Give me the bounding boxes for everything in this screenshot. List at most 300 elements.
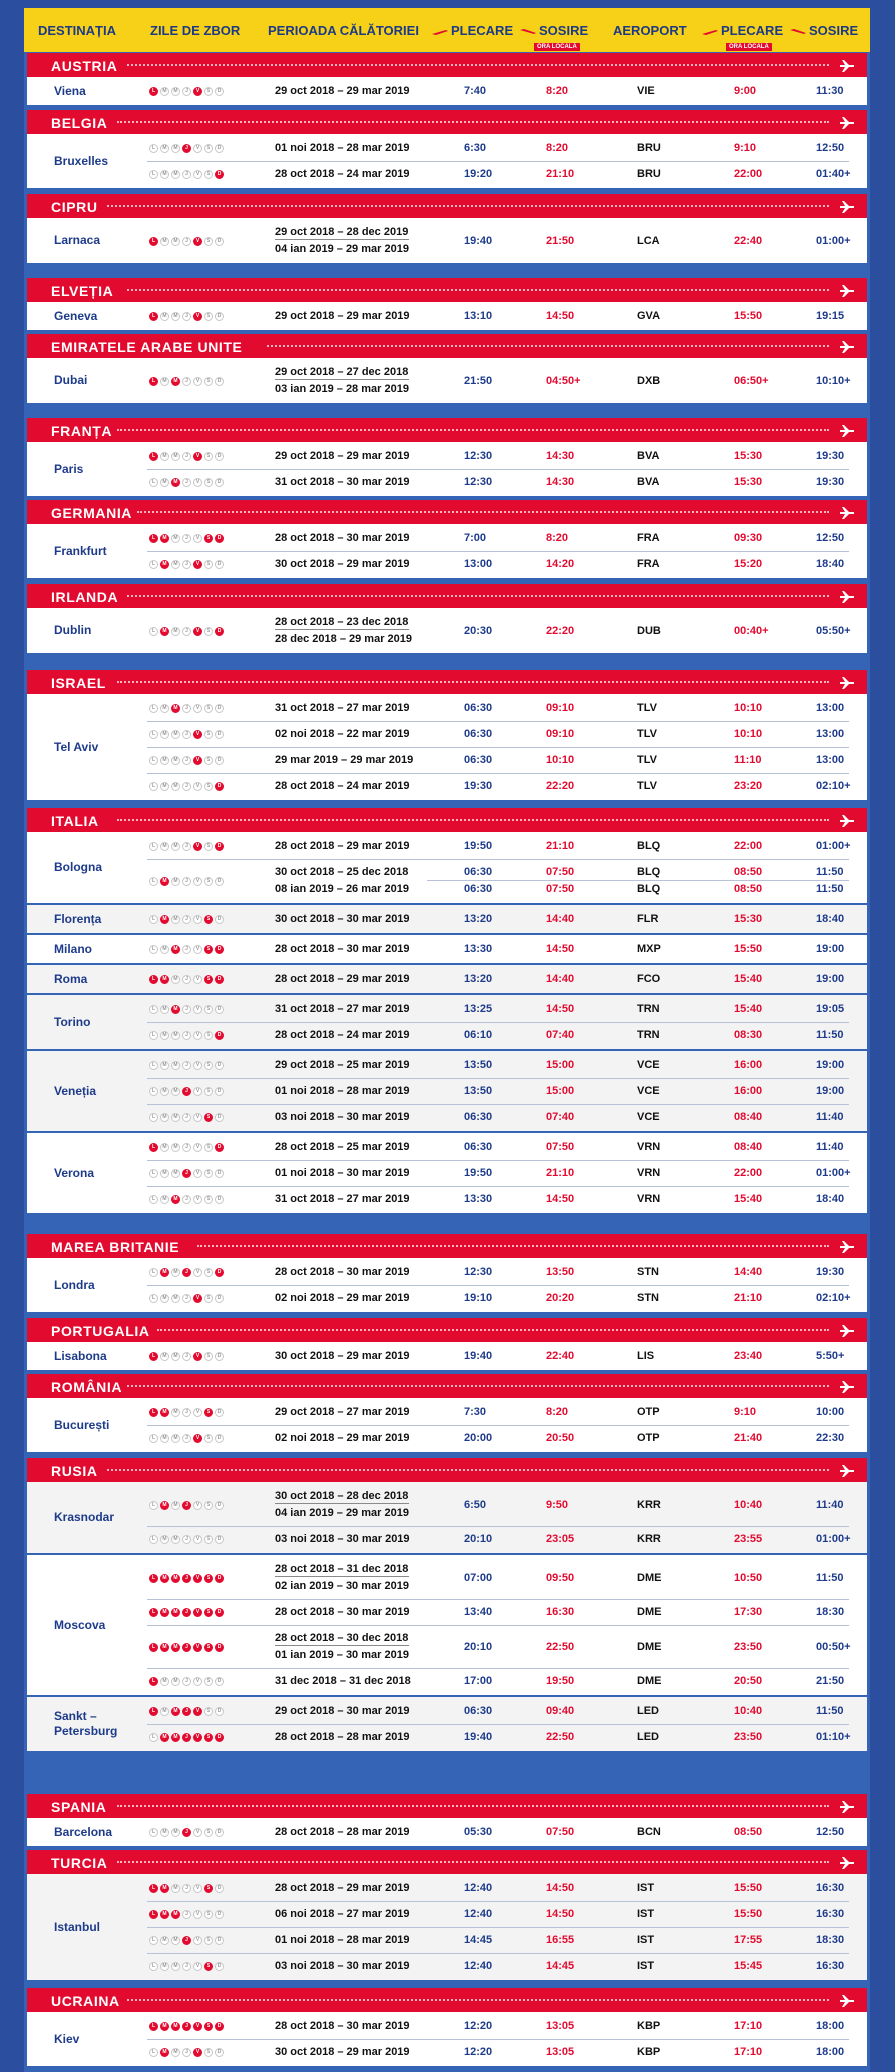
day-dot: M xyxy=(160,1574,169,1583)
arrival-time: 8:20 xyxy=(546,85,569,97)
day-dot: J xyxy=(182,237,191,246)
day-dot: J xyxy=(182,1828,191,1837)
table-row xyxy=(27,1954,867,1980)
row-separator xyxy=(427,880,849,881)
table-row xyxy=(27,552,867,578)
table-row xyxy=(27,136,867,162)
dotted-line xyxy=(127,64,829,66)
flight-days xyxy=(149,1733,224,1743)
return-arrival-time: 21:50 xyxy=(816,1675,845,1687)
day-dot: S xyxy=(204,1535,213,1544)
travel-period: 31 oct 2018 – 27 mar 2019 xyxy=(275,1193,410,1205)
return-arrival-time: 19:05 xyxy=(816,1003,845,1015)
day-dot: J xyxy=(182,1677,191,1686)
table-row xyxy=(27,444,867,470)
airplane-icon xyxy=(839,590,855,602)
day-dot: M xyxy=(160,877,169,886)
landing-icon xyxy=(790,29,806,35)
day-dot: M xyxy=(171,377,180,386)
travel-period: 28 dec 2018 – 29 mar 2019 xyxy=(275,633,413,645)
flight-days xyxy=(149,534,224,544)
day-dot: M xyxy=(171,1352,180,1361)
day-dot: S xyxy=(204,1501,213,1510)
period-separator xyxy=(275,379,409,380)
city-block xyxy=(27,694,867,802)
day-dot: M xyxy=(160,1828,169,1837)
day-dot: L xyxy=(149,1113,158,1122)
day-dot: D xyxy=(215,1061,224,1070)
day-dot: V xyxy=(193,1733,202,1742)
day-dot: J xyxy=(182,1087,191,1096)
day-dot: S xyxy=(204,1733,213,1742)
arrival-time: 10:10 xyxy=(546,754,575,766)
day-dot: S xyxy=(204,1936,213,1945)
day-dot: D xyxy=(215,1936,224,1945)
day-dot: V xyxy=(193,782,202,791)
country-name: ROMÂNIA xyxy=(51,1379,123,1395)
arrival-time: 14:50 xyxy=(546,1003,575,1015)
day-dot: D xyxy=(215,1574,224,1583)
day-dot: D xyxy=(215,627,224,636)
airport-code: TLV xyxy=(637,728,657,740)
airport-code: BVA xyxy=(637,476,660,488)
travel-period: 28 oct 2018 – 29 mar 2019 xyxy=(275,1882,410,1894)
arrival-time: 20:20 xyxy=(546,1292,575,1304)
city-name: Milano xyxy=(54,942,92,956)
country-name: TURCIA xyxy=(51,1855,108,1871)
return-arrival-time: 11:50 xyxy=(816,883,844,895)
flight-days xyxy=(149,842,224,852)
header-airport: AEROPORT xyxy=(613,23,687,38)
day-dot: M xyxy=(160,756,169,765)
day-dot: M xyxy=(171,1936,180,1945)
city-name: Bruxelles xyxy=(54,154,109,168)
airplane-icon xyxy=(839,284,855,296)
day-dot: V xyxy=(193,1408,202,1417)
airplane-icon xyxy=(839,1464,855,1476)
country-bar xyxy=(27,1234,867,1258)
city-name: Lisabona xyxy=(54,1349,107,1363)
day-dot: V xyxy=(193,1087,202,1096)
departure-time: 12:40 xyxy=(464,1960,493,1972)
day-dot: J xyxy=(182,1408,191,1417)
flight-days xyxy=(149,2048,224,2058)
table-row xyxy=(27,360,867,403)
departure-time: 17:00 xyxy=(464,1675,493,1687)
departure-time: 19:40 xyxy=(464,1350,493,1362)
arrival-time: 8:20 xyxy=(546,532,569,544)
city-block xyxy=(27,302,867,332)
arrival-time: 09:50 xyxy=(546,1571,575,1584)
day-dot: D xyxy=(215,1352,224,1361)
table-row xyxy=(27,748,867,774)
departure-time: 06:30 xyxy=(464,754,493,766)
day-dot: M xyxy=(171,1707,180,1716)
day-dot: M xyxy=(160,1535,169,1544)
day-dot: M xyxy=(171,2048,180,2057)
travel-period: 30 oct 2018 – 29 mar 2019 xyxy=(275,2046,410,2058)
airport-code: BLQ xyxy=(637,866,661,878)
travel-period: 06 noi 2018 – 27 mar 2019 xyxy=(275,1908,410,1920)
return-arrival-time: 11:50 xyxy=(816,1571,844,1584)
departure-time: 06:30 xyxy=(464,702,493,714)
day-dot: D xyxy=(215,2022,224,2031)
departure-time: 21:50 xyxy=(464,374,493,387)
table-row xyxy=(27,1902,867,1928)
day-dot: J xyxy=(182,730,191,739)
return-arrival-time: 01:00+ xyxy=(816,840,851,852)
airport-code: KBP xyxy=(637,2046,661,2058)
table-row xyxy=(27,470,867,496)
day-dot: J xyxy=(182,1352,191,1361)
departure-time: 12:20 xyxy=(464,2046,493,2058)
period-separator xyxy=(275,629,409,630)
day-dot: J xyxy=(182,1643,191,1652)
airplane-icon xyxy=(839,200,855,212)
day-dot: V xyxy=(193,478,202,487)
return-departure-time: 14:40 xyxy=(734,1266,763,1278)
arrival-time: 22:40 xyxy=(546,1350,575,1362)
airplane-icon xyxy=(839,424,855,436)
dotted-line xyxy=(127,1999,829,2001)
flight-days xyxy=(149,1535,224,1545)
departure-time: 19:50 xyxy=(464,1167,493,1179)
return-departure-time: 15:50 xyxy=(734,1908,763,1920)
country-name: PORTUGALIA xyxy=(51,1323,150,1339)
country-bar xyxy=(27,808,867,832)
day-dot: V xyxy=(193,1352,202,1361)
day-dot: M xyxy=(160,1408,169,1417)
day-dot: S xyxy=(204,704,213,713)
arrival-time: 14:50 xyxy=(546,310,575,322)
day-dot: M xyxy=(171,452,180,461)
day-dot: V xyxy=(193,1294,202,1303)
departure-time: 12:20 xyxy=(464,2020,493,2032)
arrival-time: 04:50+ xyxy=(546,374,581,387)
flight-days xyxy=(149,1434,224,1444)
day-dot: M xyxy=(160,1352,169,1361)
flight-days xyxy=(149,1268,224,1278)
airport-code: MXP xyxy=(637,943,661,955)
flight-days xyxy=(149,877,224,887)
table-row xyxy=(27,860,867,903)
day-dot: V xyxy=(193,1195,202,1204)
flight-days xyxy=(149,170,224,180)
day-dot: V xyxy=(193,945,202,954)
departure-time: 07:00 xyxy=(464,1571,493,1584)
day-dot: M xyxy=(171,756,180,765)
return-arrival-time: 19:15 xyxy=(816,310,845,322)
day-dot: V xyxy=(193,915,202,924)
day-dot: M xyxy=(171,975,180,984)
table-row xyxy=(27,997,867,1023)
day-dot: J xyxy=(182,1884,191,1893)
departure-time: 06:30 xyxy=(464,728,493,740)
flight-days xyxy=(149,1087,224,1097)
country-name: AUSTRIA xyxy=(51,58,118,74)
travel-period: 02 noi 2018 – 22 mar 2019 xyxy=(275,728,410,740)
day-dot: M xyxy=(171,1031,180,1040)
day-dot: V xyxy=(193,87,202,96)
arrival-time: 13:05 xyxy=(546,2046,575,2058)
airport-code: BLQ xyxy=(637,840,661,852)
travel-period: 28 oct 2018 – 30 mar 2019 xyxy=(275,2020,410,2032)
return-departure-time: 08:40 xyxy=(734,1141,763,1153)
flight-days xyxy=(149,945,224,955)
city-name: Geneva xyxy=(54,309,98,323)
return-arrival-time: 01:40+ xyxy=(816,168,851,180)
day-dot: S xyxy=(204,1294,213,1303)
day-dot: M xyxy=(160,377,169,386)
departure-time: 14:45 xyxy=(464,1934,493,1946)
day-dot: L xyxy=(149,1962,158,1971)
day-dot: D xyxy=(215,1884,224,1893)
table-row xyxy=(27,304,867,330)
day-dot: S xyxy=(204,627,213,636)
day-dot: M xyxy=(171,877,180,886)
airport-code: IST xyxy=(637,1882,655,1894)
airport-code: TLV xyxy=(637,780,657,792)
return-arrival-time: 13:00 xyxy=(816,728,845,740)
day-dot: S xyxy=(204,975,213,984)
return-arrival-time: 19:00 xyxy=(816,1085,845,1097)
day-dot: L xyxy=(149,1005,158,1014)
travel-period: 28 oct 2018 – 30 dec 2018 xyxy=(275,1632,409,1644)
flight-days xyxy=(149,1195,224,1205)
day-dot: D xyxy=(215,1535,224,1544)
city-name: Tel Aviv xyxy=(54,740,99,754)
day-dot: V xyxy=(193,1884,202,1893)
day-dot: M xyxy=(160,945,169,954)
table-row xyxy=(27,722,867,748)
flight-days xyxy=(149,1677,224,1687)
country-name: ISRAEL xyxy=(51,675,106,691)
country-bar xyxy=(27,500,867,524)
return-arrival-time: 05:50+ xyxy=(816,624,851,637)
day-dot: L xyxy=(149,945,158,954)
country-bar xyxy=(27,670,867,694)
city-block xyxy=(27,1342,867,1372)
day-dot: V xyxy=(193,2048,202,2057)
period-separator xyxy=(275,1503,409,1504)
return-departure-time: 17:30 xyxy=(734,1606,763,1618)
travel-period: 30 oct 2018 – 25 dec 2018 xyxy=(275,866,409,878)
flight-days xyxy=(149,1707,224,1717)
day-dot: S xyxy=(204,842,213,851)
arrival-time: 14:30 xyxy=(546,450,575,462)
day-dot: S xyxy=(204,782,213,791)
table-row xyxy=(27,1105,867,1131)
country-name: ELVEȚIA xyxy=(51,283,114,299)
day-dot: J xyxy=(182,170,191,179)
arrival-time: 21:50 xyxy=(546,234,575,247)
departure-time: 19:40 xyxy=(464,234,493,247)
day-dot: M xyxy=(160,1061,169,1070)
day-dot: V xyxy=(193,1268,202,1277)
travel-period: 29 oct 2018 – 29 mar 2019 xyxy=(275,450,410,462)
day-dot: M xyxy=(160,915,169,924)
day-dot: S xyxy=(204,2048,213,2057)
return-departure-time: 22:00 xyxy=(734,168,763,180)
day-dot: M xyxy=(171,1608,180,1617)
return-arrival-time: 18:40 xyxy=(816,913,845,925)
arrival-time: 07:50 xyxy=(546,1141,575,1153)
table-row xyxy=(27,1135,867,1161)
day-dot: D xyxy=(215,730,224,739)
day-dot: V xyxy=(193,1574,202,1583)
flight-days xyxy=(149,1352,224,1362)
table-row xyxy=(27,937,867,963)
city-block xyxy=(27,218,867,265)
table-row xyxy=(27,1527,867,1553)
country-bar xyxy=(27,1850,867,1874)
table-row xyxy=(27,696,867,722)
return-arrival-time: 19:30 xyxy=(816,450,845,462)
day-dot: V xyxy=(193,877,202,886)
city-block xyxy=(27,358,867,405)
day-dot: D xyxy=(215,452,224,461)
day-dot: S xyxy=(204,1061,213,1070)
day-dot: M xyxy=(160,704,169,713)
day-dot: M xyxy=(171,1005,180,1014)
day-dot: D xyxy=(215,1294,224,1303)
flight-days xyxy=(149,915,224,925)
country-bar xyxy=(27,1374,867,1398)
travel-period: 02 noi 2018 – 29 mar 2019 xyxy=(275,1432,410,1444)
return-departure-time: 23:40 xyxy=(734,1350,763,1362)
day-dot: L xyxy=(149,1501,158,1510)
departure-time: 7:30 xyxy=(464,1406,487,1418)
travel-period: 28 oct 2018 – 30 mar 2019 xyxy=(275,1606,410,1618)
city-block xyxy=(27,1697,867,1753)
arrival-time: 14:45 xyxy=(546,1960,575,1972)
day-dot: L xyxy=(149,975,158,984)
day-dot: M xyxy=(160,1169,169,1178)
city-block xyxy=(27,608,867,655)
day-dot: M xyxy=(160,730,169,739)
day-dot: L xyxy=(149,1677,158,1686)
airport-code: FRA xyxy=(637,558,660,570)
return-arrival-time: 19:00 xyxy=(816,943,845,955)
flight-days xyxy=(149,377,224,387)
return-arrival-time: 13:00 xyxy=(816,702,845,714)
travel-period: 03 noi 2018 – 30 mar 2019 xyxy=(275,1111,410,1123)
day-dot: V xyxy=(193,627,202,636)
city-block xyxy=(27,1482,867,1555)
day-dot: J xyxy=(182,534,191,543)
day-dot: J xyxy=(182,1195,191,1204)
return-arrival-time: 00:50+ xyxy=(816,1640,851,1653)
city-block xyxy=(27,1398,867,1454)
airport-code: VCE xyxy=(637,1111,660,1123)
day-dot: D xyxy=(215,1408,224,1417)
day-dot: D xyxy=(215,756,224,765)
day-dot: M xyxy=(160,478,169,487)
return-departure-time: 22:00 xyxy=(734,1167,763,1179)
return-departure-time: 20:50 xyxy=(734,1675,763,1687)
departure-time: 19:40 xyxy=(464,1731,493,1743)
dotted-line xyxy=(157,1329,829,1331)
dotted-line xyxy=(117,1861,829,1863)
return-departure-time: 15:40 xyxy=(734,973,763,985)
day-dot: L xyxy=(149,1884,158,1893)
return-arrival-time: 16:30 xyxy=(816,1908,845,1920)
day-dot: L xyxy=(149,87,158,96)
day-dot: M xyxy=(171,1169,180,1178)
arrival-time: 09:10 xyxy=(546,728,575,740)
day-dot: V xyxy=(193,1828,202,1837)
airport-code: STN xyxy=(637,1292,659,1304)
return-departure-time: 08:40 xyxy=(734,1111,763,1123)
day-dot: J xyxy=(182,1143,191,1152)
day-dot: D xyxy=(215,560,224,569)
departure-time: 13:20 xyxy=(464,913,493,925)
day-dot: L xyxy=(149,1910,158,1919)
day-dot: M xyxy=(160,1707,169,1716)
day-dot: V xyxy=(193,312,202,321)
return-departure-time: 22:40 xyxy=(734,234,763,247)
day-dot: J xyxy=(182,478,191,487)
flight-days xyxy=(149,1643,224,1653)
country-name: RUSIA xyxy=(51,1463,98,1479)
city-block xyxy=(27,1133,867,1215)
day-dot: S xyxy=(204,1677,213,1686)
day-dot: S xyxy=(204,312,213,321)
arrival-time: 22:50 xyxy=(546,1731,575,1743)
airport-code: VRN xyxy=(637,1193,661,1205)
city-name: Torino xyxy=(54,1015,91,1029)
day-dot: L xyxy=(149,2022,158,2031)
travel-period: 01 ian 2019 – 30 mar 2019 xyxy=(275,1649,409,1661)
table-row xyxy=(27,526,867,552)
day-dot: S xyxy=(204,1962,213,1971)
day-dot: D xyxy=(215,1005,224,1014)
day-dot: D xyxy=(215,1828,224,1837)
day-dot: M xyxy=(160,842,169,851)
return-arrival-time: 19:00 xyxy=(816,973,845,985)
return-arrival-time: 12:50 xyxy=(816,532,845,544)
city-name: Barcelona xyxy=(54,1825,113,1839)
day-dot: M xyxy=(171,144,180,153)
travel-period: 28 oct 2018 – 23 dec 2018 xyxy=(275,616,409,628)
city-block xyxy=(27,1051,867,1133)
airport-code: STN xyxy=(637,1266,659,1278)
day-dot: M xyxy=(160,1113,169,1122)
day-dot: L xyxy=(149,1707,158,1716)
day-dot: S xyxy=(204,1434,213,1443)
dotted-line xyxy=(267,345,829,347)
city-name: Florența xyxy=(54,912,102,926)
departure-time: 19:50 xyxy=(464,840,493,852)
day-dot: V xyxy=(193,1113,202,1122)
day-dot: J xyxy=(182,1574,191,1583)
city-name: Viena xyxy=(54,84,86,98)
flight-days xyxy=(149,1936,224,1946)
day-dot: M xyxy=(160,312,169,321)
flight-days xyxy=(149,1169,224,1179)
return-arrival-time: 11:50 xyxy=(816,1705,844,1717)
arrival-time: 20:50 xyxy=(546,1432,575,1444)
airport-code: KRR xyxy=(637,1498,661,1511)
day-dot: M xyxy=(160,1031,169,1040)
country-name: SPANIA xyxy=(51,1799,107,1815)
day-dot: S xyxy=(204,1707,213,1716)
airplane-icon xyxy=(839,676,855,688)
day-dot: J xyxy=(182,915,191,924)
day-dot: V xyxy=(193,144,202,153)
airport-code: DUB xyxy=(637,624,661,637)
day-dot: V xyxy=(193,1434,202,1443)
